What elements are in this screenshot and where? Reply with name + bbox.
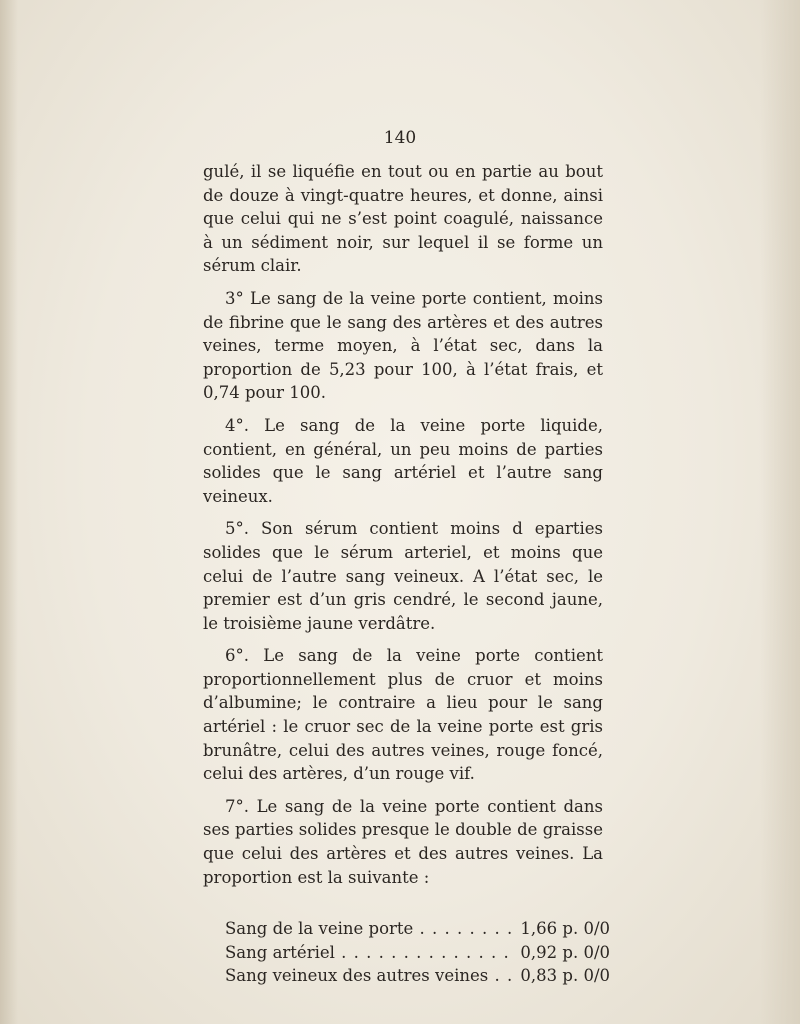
page-edge-shadow-right [760,0,800,1024]
row-label: Sang veineux des autres veines . . . [225,964,515,988]
paragraph-3: 3° Le sang de la veine porte contient, moins de fibrine que le sang des artères et des autres veines, terme moyen, à l’état sec, dans la proportion de 5,23 pour 100, à l’état frais, et 0,74 pour 100. [203,288,603,403]
row-value: 0,92 p. 0/0 [520,942,610,962]
paragraph-7: 7°. Le sang de la veine porte contient dans ses parties solides presque le double de graisse que celui des artères et des autres veines. La proportion est la suivante : [203,796,603,887]
paragraph-continuation: gulé, il se liquéfie en tout ou en partie au bout de douze à vingt-quatre heures, et donne, ainsi que celui qui ne s’est point coagulé, naissance à un sédiment noir, sur lequel il se forme un sérum clair. [203,162,603,276]
row-label: Sang de la veine porte . . . [225,917,515,941]
row-value: 0,83 p. 0/0 [520,966,610,986]
body-text [203,160,610,988]
row-label: Sang artériel . . . [225,941,515,965]
proportion-table [203,917,610,988]
table-row [225,964,610,988]
table-row [225,917,610,941]
page-number: 140 [383,128,417,148]
table-row [225,941,610,965]
paragraph-4: 4°. Le sang de la veine porte liquide, contient, en général, un peu moins de parties solides que le sang artériel et l’autre sang veineux. [203,415,603,506]
page-edge-shadow-left [0,0,18,1024]
row-value: 1,66 p. 0/0 [520,919,610,939]
paragraph-5: 5°. Son sérum contient moins d eparties solides que le sérum arteriel, et moins que celui de l’autre sang veineux. A l’état sec, le premier est d’un gris cendré, le second jaune, le troisième jaune verdâtre. [203,519,603,633]
paragraph-6: 6°. Le sang de la veine porte contient proportionnellement plus de cruor et moins d’albumine; le contraire a lieu pour le sang artériel : le cruor sec de la veine porte est gris brunâtre, celui des autres veines, rouge foncé, celui des artères, d’un rouge vif. [203,646,603,784]
